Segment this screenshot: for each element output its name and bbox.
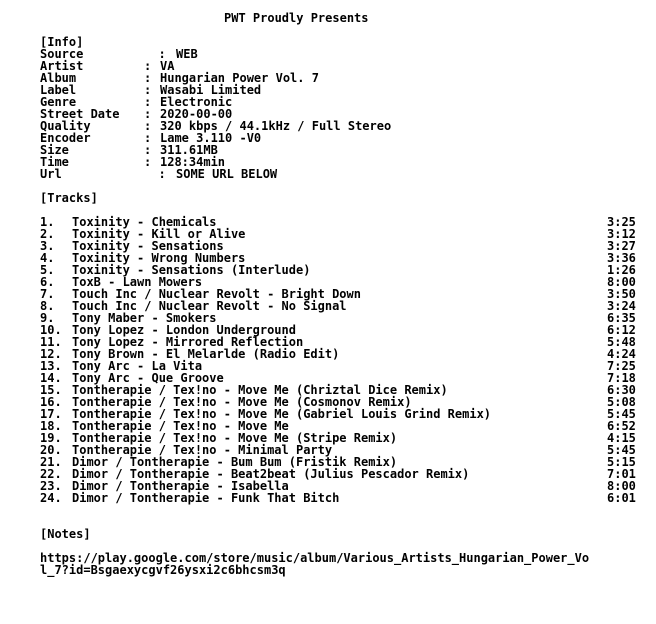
track-duration: 7:25: [607, 359, 636, 373]
track-title: Tontherapie / Tex!no - Move Me (Stripe Remix): [72, 431, 398, 445]
track-title: Touch Inc / Nuclear Revolt - Bright Down: [72, 287, 361, 301]
track-number: 4.: [40, 251, 55, 265]
info-field-separator: :: [144, 167, 173, 181]
track-title: Tony Arc - La Vita: [72, 359, 203, 373]
spacer: [40, 180, 652, 192]
info-field-key: Time: [40, 155, 69, 169]
track-duration: 7:18: [607, 371, 636, 385]
track-title: Tontherapie / Tex!no - Move Me (Chriztal Dice Remix): [72, 383, 448, 397]
info-field-separator: :: [144, 83, 159, 97]
track-number: 2.: [40, 227, 55, 241]
info-field-separator: :: [144, 131, 159, 145]
track-duration: 3:24: [607, 299, 636, 313]
track-number: 5.: [40, 263, 55, 277]
spacer: [40, 24, 652, 36]
info-field-key: Url: [40, 167, 62, 181]
track-number: 22.: [40, 467, 62, 481]
track-title: Toxinity - Wrong Numbers: [72, 251, 246, 265]
info-field-value: Wasabi Limited: [160, 83, 262, 97]
info-field-separator: :: [144, 71, 159, 85]
info-field-key: Label: [40, 83, 77, 97]
track-number: 3.: [40, 239, 55, 253]
info-field-value: Hungarian Power Vol. 7: [160, 71, 319, 85]
track-number: 14.: [40, 371, 62, 385]
track-title: Toxinity - Sensations (Interlude): [72, 263, 311, 277]
track-duration: 5:45: [607, 407, 636, 421]
track-duration: 1:26: [607, 263, 636, 277]
info-field: [40, 132, 652, 144]
track-number: 23.: [40, 479, 62, 493]
spacer: [40, 516, 652, 528]
track-number: 15.: [40, 383, 62, 397]
track-duration: 6:12: [607, 323, 636, 337]
track-number: 11.: [40, 335, 62, 349]
info-field-key: Album: [40, 71, 77, 85]
info-field-key: Encoder: [40, 131, 91, 145]
track-title: Dimor / Tontherapie - Funk That Bitch: [72, 491, 340, 505]
track-duration: 5:15: [607, 455, 636, 469]
track-number: 19.: [40, 431, 62, 445]
info-section: [40, 48, 652, 180]
info-field: [40, 120, 652, 132]
track-number: 9.: [40, 311, 55, 325]
info-field-value: 128:34min: [160, 155, 226, 169]
info-field-key: Source: [40, 47, 84, 61]
info-field-value: Lame 3.110 -V0: [160, 131, 262, 145]
track-duration: 5:48: [607, 335, 636, 349]
info-field: [40, 72, 652, 84]
track-title: Toxinity - Chemicals: [72, 215, 217, 229]
track-title: Dimor / Tontherapie - Isabella: [72, 479, 289, 493]
track-duration: 3:12: [607, 227, 636, 241]
track-title: Touch Inc / Nuclear Revolt - No Signal: [72, 299, 347, 313]
track-duration: 3:50: [607, 287, 636, 301]
info-field-separator: :: [144, 107, 159, 121]
track-number: 12.: [40, 347, 62, 361]
info-field: [40, 60, 652, 72]
info-field: [40, 144, 652, 156]
track-number: 1.: [40, 215, 55, 229]
track-number: 24.: [40, 491, 62, 505]
info-field-value: SOME URL BELOW: [176, 167, 278, 181]
track-duration: 3:36: [607, 251, 636, 265]
release-header: PWT Proudly Presents: [224, 11, 369, 25]
track-duration: 6:35: [607, 311, 636, 325]
notes-url-line-2: l_7?id=Bsgaexycgvf26ysxi2c6bhcsm3q: [40, 563, 286, 577]
track-title: Tony Lopez - Mirrored Reflection: [72, 335, 304, 349]
track-number: 21.: [40, 455, 62, 469]
track-title: Tony Maber - Smokers: [72, 311, 217, 325]
info-field-separator: :: [144, 47, 173, 61]
track-number: 16.: [40, 395, 62, 409]
info-field-value: WEB: [176, 47, 198, 61]
track-title: Tontherapie / Tex!no - Move Me (Cosmonov Remix): [72, 395, 412, 409]
tracks-heading: [Tracks]: [40, 191, 98, 205]
info-field-value: 311.61MB: [160, 143, 218, 157]
info-field: [40, 96, 652, 108]
track-title: Tony Arc - Que Groove: [72, 371, 224, 385]
track-list: [40, 216, 652, 504]
track-duration: 5:08: [607, 395, 636, 409]
info-field-value: 2020-00-00: [160, 107, 233, 121]
track-duration: 5:45: [607, 443, 636, 457]
track-title: Tony Lopez - London Underground: [72, 323, 296, 337]
track-duration: 4:24: [607, 347, 636, 361]
info-field: [40, 156, 652, 168]
info-field-separator: :: [144, 95, 159, 109]
track-number: 13.: [40, 359, 62, 373]
info-field-key: Quality: [40, 119, 91, 133]
track-title: Dimor / Tontherapie - Beat2beat (Julius Pescador Remix): [72, 467, 470, 481]
track-duration: 6:01: [607, 491, 636, 505]
track-duration: 6:30: [607, 383, 636, 397]
track-row: [40, 492, 652, 504]
track-number: 20.: [40, 443, 62, 457]
track-number: 18.: [40, 419, 62, 433]
info-field-key: Genre: [40, 95, 77, 109]
track-number: 10.: [40, 323, 62, 337]
info-field: [40, 48, 652, 60]
info-field-value: VA: [160, 59, 175, 73]
track-duration: 3:25: [607, 215, 636, 229]
info-field-key: Size: [40, 143, 69, 157]
info-field-separator: :: [144, 59, 159, 73]
info-field-separator: :: [144, 119, 159, 133]
info-heading: [Info]: [40, 35, 84, 49]
track-duration: 7:01: [607, 467, 636, 481]
info-field-key: Street Date: [40, 107, 120, 121]
track-title: Tontherapie / Tex!no - Move Me (Gabriel Louis Grind Remix): [72, 407, 492, 421]
track-number: 8.: [40, 299, 55, 313]
track-title: Tony Brown - El Melarlde (Radio Edit): [72, 347, 340, 361]
info-field-key: Artist: [40, 59, 84, 73]
notes-url-line-1: https://play.google.com/store/music/album/Various_Artists_Hungarian_Power_Vo: [40, 551, 590, 565]
track-title: Toxinity - Kill or Alive: [72, 227, 246, 241]
track-number: 17.: [40, 407, 62, 421]
info-field-separator: :: [144, 143, 159, 157]
spacer: [40, 504, 652, 516]
track-title: Tontherapie / Tex!no - Minimal Party: [72, 443, 333, 457]
info-field: [40, 168, 652, 180]
track-duration: 8:00: [607, 275, 636, 289]
track-duration: 8:00: [607, 479, 636, 493]
track-title: Toxinity - Sensations: [72, 239, 224, 253]
track-title: Tontherapie / Tex!no - Move Me: [72, 419, 289, 433]
nfo-document: [40, 12, 652, 576]
track-number: 6.: [40, 275, 55, 289]
track-duration: 3:27: [607, 239, 636, 253]
notes-heading: [Notes]: [40, 527, 91, 541]
track-number: 7.: [40, 287, 55, 301]
track-title: Dimor / Tontherapie - Bum Bum (Fristik Remix): [72, 455, 398, 469]
info-field-value: 320 kbps / 44.1kHz / Full Stereo: [160, 119, 392, 133]
track-title: ToxB - Lawn Mowers: [72, 275, 203, 289]
track-duration: 4:15: [607, 431, 636, 445]
track-duration: 6:52: [607, 419, 636, 433]
info-field-separator: :: [144, 155, 159, 169]
info-field-value: Electronic: [160, 95, 233, 109]
info-field: [40, 84, 652, 96]
